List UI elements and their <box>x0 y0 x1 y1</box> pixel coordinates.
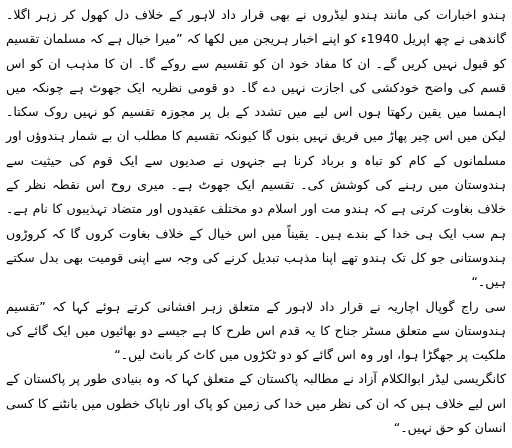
paragraph-rajagopalachari-quote: سی راج گوپال اچاریہ نے قرار داد لاہور کے متعلق زہر افشانی کرتے ہوئے کہا کہ ”تقسیم ہندوستان سے متعلق مسٹر جناح کا یہ قدم اس طرح کا ہے جیسے دو بھائیوں میں ایک گائے کی ملکیت پر جھگڑا ہوا، اور وہ اس گائے کو دو ٹکڑوں میں کاٹ کر بانٹ لیں۔“ <box>6 298 506 363</box>
paragraph-gandhi-quote: ہندو اخبارات کی مانند ہندو لیڈروں نے بھی قرار داد لاہور کے خلاف دل کھول کر زہر اگلا۔ گاندھی نے چھ اپریل 1940ء کو اپنے اخبار ہریجن میں لکھا کہ ”میرا خیال ہے کہ مسلمان تقسیم کو قبول نہیں کریں گے۔ ان کا مفاد خود ان کو تقسیم سے روکے گا۔ ان کا مذہب ان کو اس قسم کی واضح خودکشی کی اجازت نہیں دے گا۔ دو قومی نظریہ ایک جھوٹ ہے چونکہ میں اہمسا میں یقین رکھتا ہوں اس لیے میں تشدد کے بل پر مجوزہ تقسیم کو نہیں روک سکتا۔ لیکن میں اس چیر پھاڑ میں فریق نہیں بنوں گا کیونکہ تقسیم کا مطلب ان بے شمار ہندوؤں اور مسلمانوں کے کام کو تباہ و برباد کرنا ہے جنہوں نے صدیوں سے ایک قوم کی حیثیت سے ہندوستان میں رہنے کی کوشش کی۔ تقسیم ایک جھوٹ ہے۔ میری روح اس نقطہ نظر کے خلاف بغاوت کرتی ہے کہ ہندو مت اور اسلام دو مختلف عقیدوں اور متضاد تہذیبوں کا نام ہے۔ ہم سب ایک ہی خدا کے بندے ہیں۔ یقیناً میں اس خیال کے خلاف بغاوت کروں گا کہ کروڑوں ہندوستانی جو کل تک ہندو تھے اپنا مذہب تبدیل کرنے کی وجہ سے اپنی قومیت بھی بدل سکتے ہیں۔“ <box>6 7 506 290</box>
paragraph-azad-quote: کانگریسی لیڈر ابوالکلام آزاد نے مطالبہ پاکستان کے متعلق کہا کہ وہ بنیادی طور پر پاکستان کے اس لیے خلاف ہیں کہ ان کی نظر میں خدا کی زمین کو پاک اور ناپاک خطوں میں بانٹنے کا کسی انسان کو حق نہیں۔“ <box>6 371 506 436</box>
